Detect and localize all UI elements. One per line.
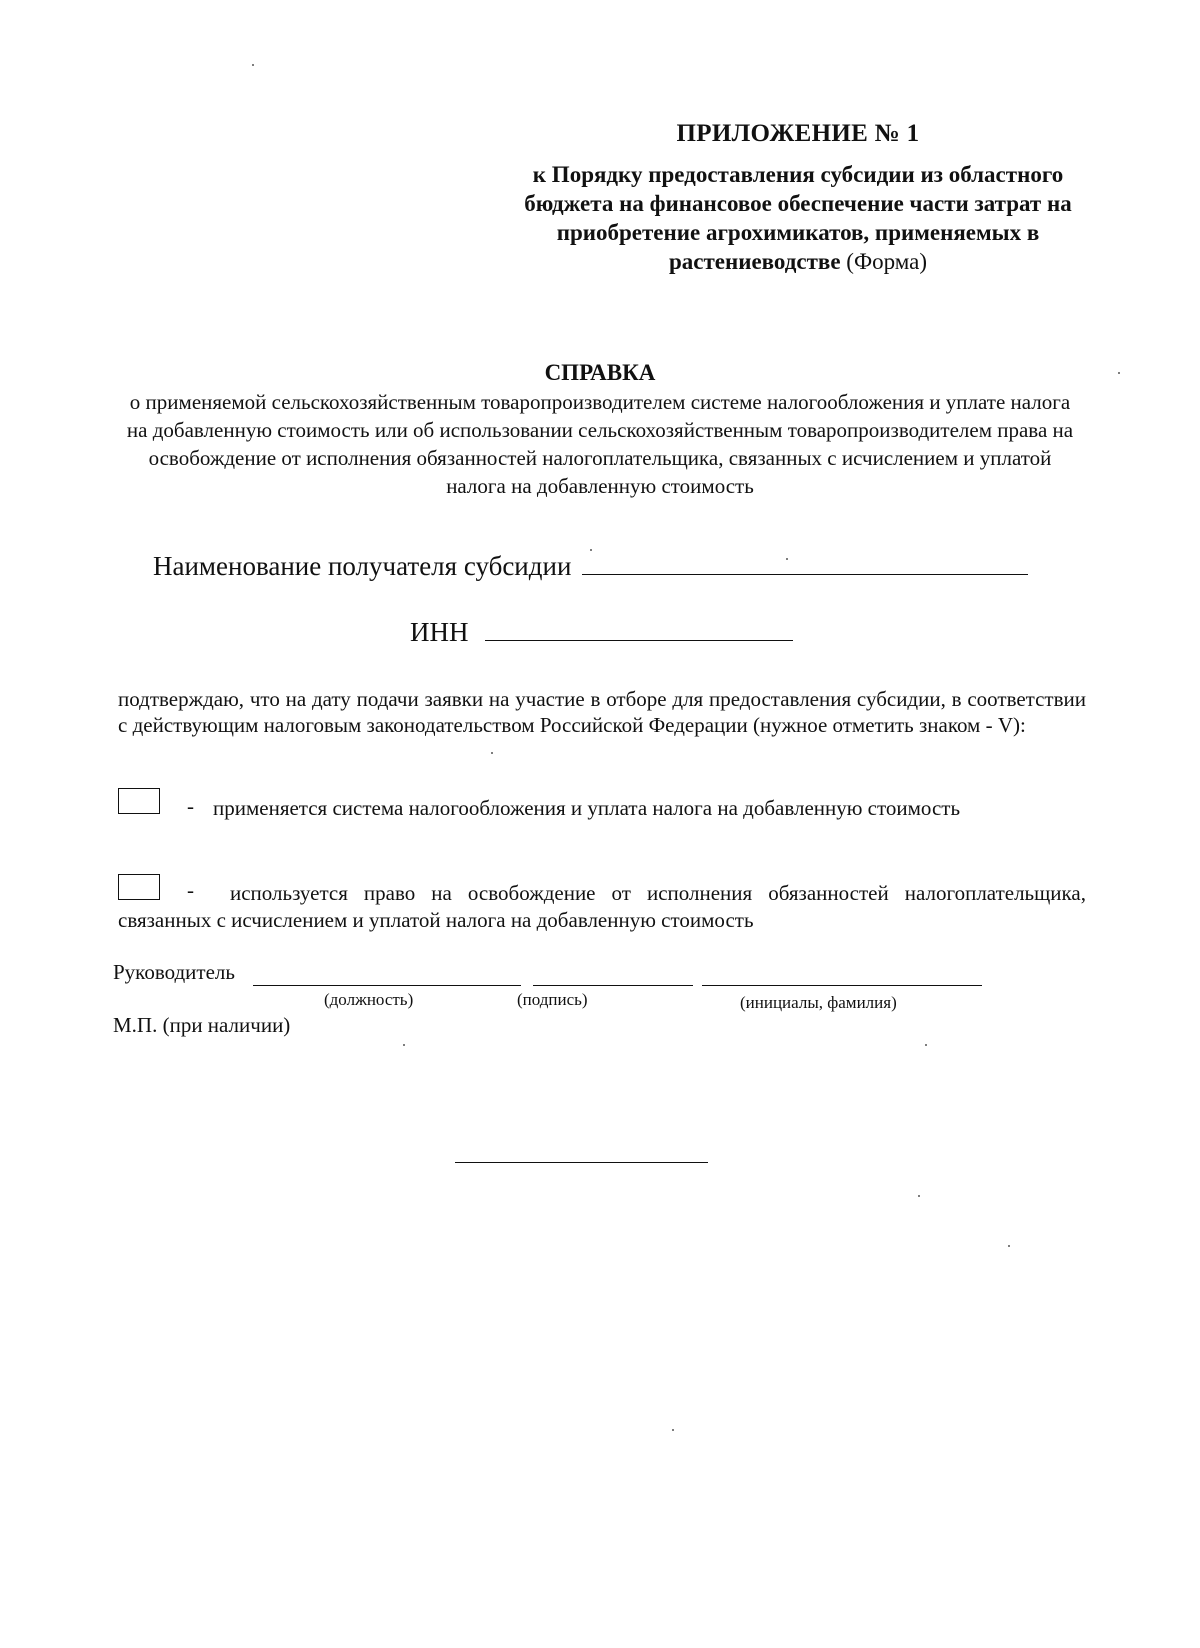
- scan-speck: [925, 1044, 927, 1046]
- vat-payer-checkbox[interactable]: [118, 788, 160, 814]
- scan-speck: [403, 1044, 405, 1046]
- signature-caption: (подпись): [517, 990, 588, 1009]
- head-label: Руководитель: [113, 960, 235, 984]
- scan-speck: [590, 549, 592, 551]
- inn-label: ИНН: [410, 617, 469, 647]
- form-note: (Форма): [846, 249, 928, 274]
- option-dash: -: [187, 878, 194, 902]
- certificate-subtitle: о применяемой сельскохозяйственным товаропроизводителем системе налогообложения и уплате налога на добавленную стоимость или об использовании сельскохозяйственным товаропроизводителем права на освобождение от исполнения обязанностей налогоплательщика, связанных с исчислением и уплатой налога на добавленную стоимость: [126, 390, 1074, 498]
- appendix-title: ПРИЛОЖЕНИЕ № 1: [676, 120, 920, 147]
- appendix-description: [520, 160, 1076, 276]
- recipient-label: Наименование получателя субсидии: [153, 551, 572, 581]
- initials-surname-field[interactable]: [702, 985, 982, 986]
- confirmation-text: подтверждаю, что на дату подачи заявки на участие в отборе для предоставления субсидии, в соответствии с действующим налоговым законодательством Российской Федерации (нужное отметить знаком - V):: [118, 687, 1086, 737]
- scan-speck: [918, 1195, 920, 1197]
- scan-speck: [1008, 1245, 1010, 1247]
- vat-payer-option-label: применяется система налогообложения и уплата налога на добавленную стоимость: [213, 796, 961, 820]
- scan-speck: [672, 1429, 674, 1431]
- scan-speck: [491, 752, 493, 754]
- scan-speck: [1118, 372, 1120, 374]
- scan-speck: [786, 558, 788, 560]
- inn-field[interactable]: [485, 620, 793, 641]
- certificate-title: СПРАВКА: [544, 360, 656, 385]
- scan-speck: [252, 64, 254, 66]
- position-field[interactable]: [253, 985, 521, 986]
- stamp-label: М.П. (при наличии): [113, 1013, 291, 1037]
- recipient-name-field[interactable]: [582, 554, 1028, 575]
- position-caption: (должность): [324, 990, 414, 1009]
- signature-field[interactable]: [533, 985, 693, 986]
- bottom-separator: [455, 1162, 708, 1163]
- appendix-description-text: к Порядку предоставления субсидии из областного бюджета на финансовое обеспечение части затрат на приобретение агрохимикатов, применяемых в растениеводстве: [524, 162, 1072, 274]
- inn-row: [410, 617, 793, 648]
- vat-exemption-option-label: используется право на освобождение от исполнения обязанностей налогоплательщика, связанных с исчислением и уплатой налога на добавленную стоимость: [118, 881, 1086, 932]
- initials-surname-caption: (инициалы, фамилия): [740, 993, 897, 1012]
- recipient-row: [153, 551, 1028, 582]
- option-dash: -: [187, 794, 194, 818]
